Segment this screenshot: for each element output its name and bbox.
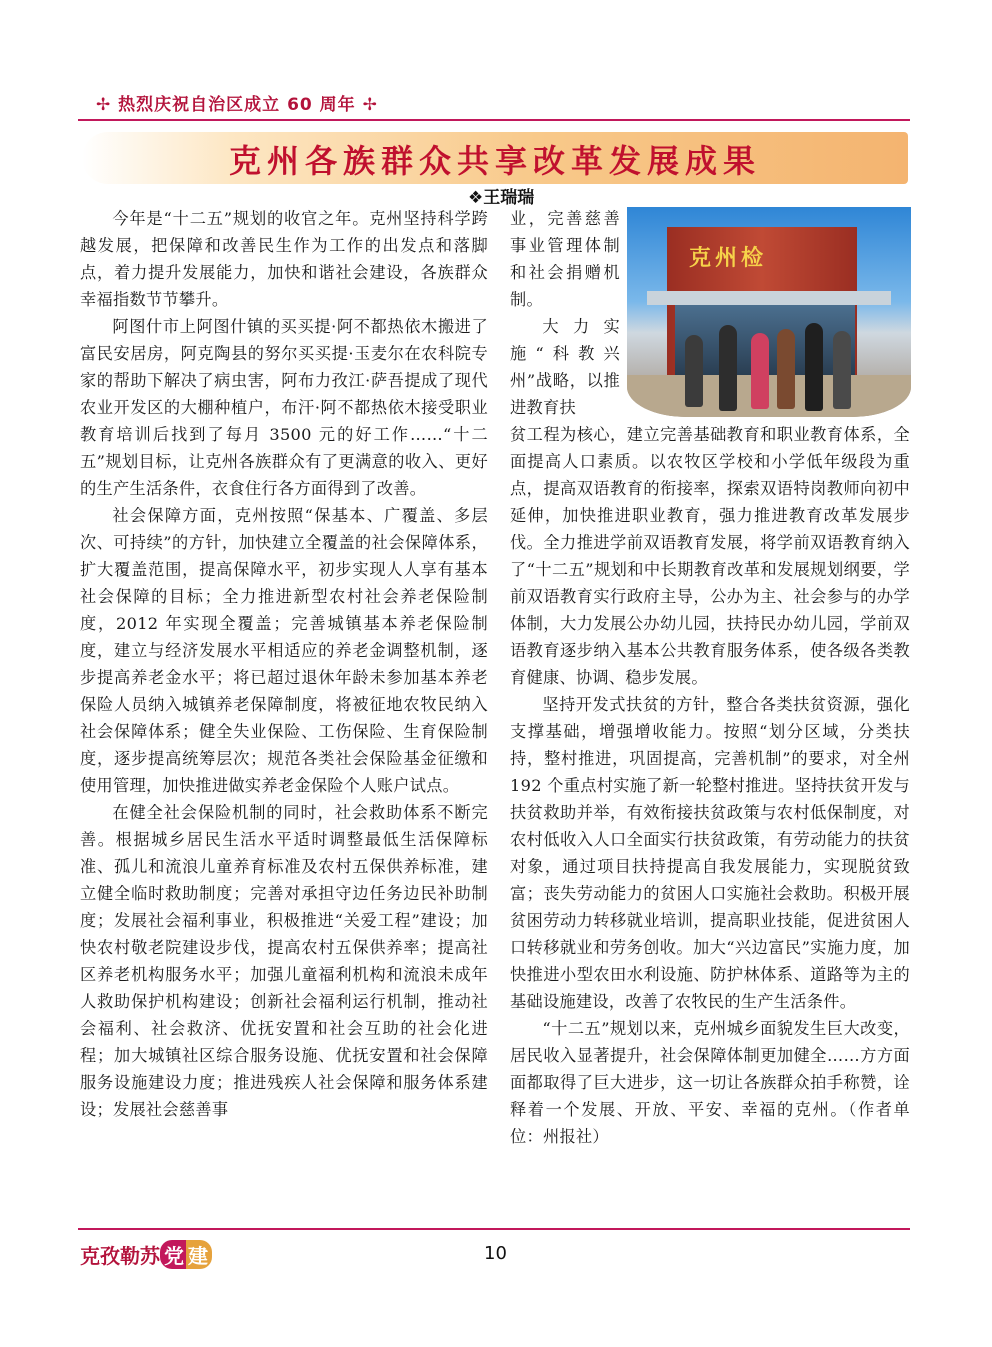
building-sign: 克州检 xyxy=(689,245,768,271)
paragraph: 今年是“十二五”规划的收官之年。克州坚持科学跨越发展，把保障和改善民生作为工作的出发点和落脚点，着力提升发展能力，加快和谐社会建设，各族群众幸福指数节节攀升。 xyxy=(80,209,488,309)
paragraph: 坚持开发式扶贫的方针，整合各类扶贫资源，强化支撑基础，增强增收能力。按照“划分区域，分类扶持，整村推进，巩固提高，完善机制”的要求，对全州 192 个重点村实施了新一轮整村推进。坚持扶贫开发与扶贫救助并举，有效衔接扶贫政策与农村低保制度，对农村低收入人口全面实行扶贫政策，有劳动能力的扶贫对象，通过项目扶持提高自我发展能力，实现脱贫致富；丧失劳动能力的贫困人口实施社会救助。积极开展贫困劳动力转移就业培训，提高职业技能，促进贫困人口转移就业和劳务创收。加大“兴边富民”实施力度，加快推进小型农田水利设施、防护林体系、道路等为主的基础设施建设，改善了农牧民的生产生活条件。 xyxy=(510,695,910,1011)
person-figure xyxy=(751,333,769,409)
paragraph: 社会保障方面，克州按照“保基本、广覆盖、多层次、可持续”的方针，加快建立全覆盖的社会保障体系，扩大覆盖范围，提高保障水平，初步实现人人享有基本社会保障的目标；全力推进新型农村社会养老保险制度，2012 年实现全覆盖；完善城镇基本养老保险制度，建立与经济发展水平相适应的养老金调整机制，逐步提高养老金水平；将已超过退休年龄未参加基本养老保险人员纳入城镇养老保障制度，将被征地农牧民纳入社会保障体系；健全失业保险、工伤保险、生育保险制度，逐步提高统筹层次；规范各类社会保险基金征缴和使用管理，加快推进做实养老金保险个人账户试点。 xyxy=(80,506,488,795)
paragraph: 在健全社会保险机制的同时，社会救助体系不断完善。根据城乡居民生活水平适时调整最低生活保障标准、孤儿和流浪儿童养育标准及农村五保供养标准，建立健全临时救助制度；完善对承担守边任务边民补助制度；发展社会福利事业，积极推进“关爱工程”建设；加快农村敬老院建设步伐，提高农村五保供养率；提高社区养老机构服务水平；加强儿童福利机构和流浪未成年人救助保护机构建设；创新社会福利运行机制，推动社会福利、社会救济、优抚安置和社会互助的社会化进程；加大城镇社区综合服务设施、优抚安置和社会保障服务设施建设力度；推进残疾人社会保障和服务体系建设；发展社会慈善事 xyxy=(80,803,488,1119)
article-title: 克州各族群众共享改革发展成果 xyxy=(228,142,761,180)
canopy-shape xyxy=(647,291,891,305)
paragraph: “十二五”规划以来，克州城乡面貌发生巨大改变，居民收入显著提升，社会保障体制更加健全……方方面面都取得了巨大进步，这一切让各族群众拍手称赞，诠释着一个发展、开放、平安、幸福的克州。（作者单位：州报社） xyxy=(510,1019,910,1146)
right-column xyxy=(510,421,910,1150)
footer-logo-dang: 党 xyxy=(160,1240,186,1269)
person-figure xyxy=(805,323,823,411)
person-figure xyxy=(719,325,737,411)
page-number: 10 xyxy=(484,1243,507,1264)
footer-divider xyxy=(78,1228,910,1230)
paragraph: 业，完善慈善事业管理体制和社会捐赠机制。 xyxy=(510,209,620,309)
right-narrow-column xyxy=(510,205,620,421)
header-banner: ✢ 热烈庆祝自治区成立 60 周年 ✢ xyxy=(96,95,378,115)
person-figure xyxy=(777,329,795,409)
footer-logo xyxy=(80,1240,212,1269)
ground-shape xyxy=(627,375,911,417)
left-column xyxy=(80,205,488,1123)
header-divider xyxy=(78,119,910,121)
article-author: ❖王瑞瑞 xyxy=(468,188,535,208)
paragraph: 阿图什市上阿图什镇的买买提·阿不都热依木搬进了富民安居房，阿克陶县的努尔买买提·玉麦尔在农科院专家的帮助下解决了病虫害，阿布力孜江·萨吾提成了现代农业开发区的大棚种植户，布汗·阿不都热依木接受职业教育培训后找到了每月 3500 元的好工作……“十二五”规划目标，让克州各族群众有了更满意的收入、更好的生产生活条件，衣食住行各方面得到了改善。 xyxy=(80,317,488,498)
paragraph: 贫工程为核心，建立完善基础教育和职业教育体系，全面提高人口素质。以农牧区学校和小学低年级段为重点，提高双语教育的衔接率，探索双语特岗教师向初中延伸，加快推进职业教育，强力推进教育改革发展步伐。全力推进学前双语教育发展，将学前双语教育纳入了“十二五”规划和中长期教育改革和发展规划纲要，学前双语教育实行政府主导，公办为主、社会参与的办学体制，大力发展公办幼儿园，扶持民办幼儿园，学前双语教育逐步纳入基本公共教育服务体系，使各级各类教育健康、协调、稳步发展。 xyxy=(510,425,910,687)
person-figure xyxy=(833,331,851,409)
article-photo xyxy=(627,207,911,417)
footer-logo-prefix: 克孜勒苏 xyxy=(80,1244,160,1268)
paragraph: 大力实施“科教兴州”战略，以推进教育扶 xyxy=(510,317,620,417)
footer-logo-jian: 建 xyxy=(186,1240,212,1269)
person-figure xyxy=(685,335,703,407)
